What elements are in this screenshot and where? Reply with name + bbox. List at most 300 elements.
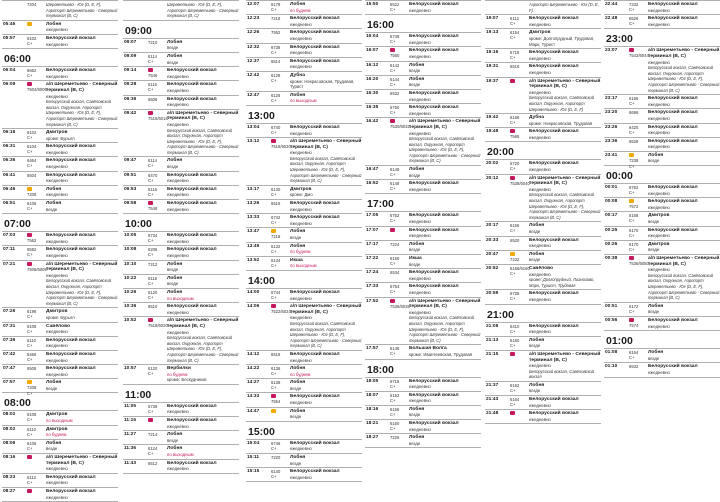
destination: Лобня bbox=[290, 229, 306, 235]
departure-time: 06:41 bbox=[3, 172, 16, 178]
route-stops: Белорусский вокзал, Савёловский вокзал, Окружная, Аэропорт Шереметьево - Юг (D, E, F), Аэропорт Шереметьево - Северный терминал (В, С) bbox=[167, 127, 239, 155]
train-row bbox=[2, 474, 118, 488]
train-class: С+ bbox=[510, 228, 516, 234]
train-number: 6742 bbox=[271, 215, 281, 221]
destination: Белорусский вокзал bbox=[648, 110, 698, 116]
train-row bbox=[604, 198, 720, 212]
destination: Белорусский вокзал bbox=[167, 96, 217, 102]
train-number: 6172 bbox=[629, 303, 639, 309]
schedule-note: кроме: Некрасовская, Трудовая, Турист bbox=[290, 78, 355, 90]
departure-time: 09:47 bbox=[124, 158, 137, 164]
train-row bbox=[365, 269, 481, 283]
timetable-column bbox=[123, 0, 239, 480]
departure-time: 14:22 bbox=[247, 366, 260, 372]
train-class: С+ bbox=[510, 328, 516, 334]
schedule-note: ежедневно bbox=[648, 7, 670, 13]
hour-heading: 21:00 bbox=[487, 308, 514, 321]
train-class: С+ bbox=[510, 296, 516, 302]
departure-time: 14:33 bbox=[247, 394, 260, 400]
destination: Белорусский вокзал bbox=[46, 474, 96, 480]
schedule-note: везде bbox=[529, 229, 541, 234]
train-number: 6170 bbox=[629, 241, 639, 247]
express-train-icon bbox=[510, 411, 515, 415]
express-train-icon bbox=[390, 48, 395, 52]
train-class: С+ bbox=[148, 238, 154, 244]
departure-time: 13:47 bbox=[247, 229, 260, 235]
schedule-note: ежедневно bbox=[648, 130, 670, 136]
schedule-note: ежедневно bbox=[290, 50, 312, 56]
train-row bbox=[485, 290, 601, 304]
train-number: 7214 bbox=[148, 432, 158, 438]
schedule-note: ежедневно bbox=[648, 144, 670, 150]
train-number: 6160 bbox=[510, 337, 520, 343]
train-number: 6526 bbox=[629, 16, 639, 22]
timetable-column bbox=[485, 0, 601, 480]
train-number: 6696 bbox=[629, 110, 639, 116]
destination: Белорусский вокзал bbox=[529, 50, 579, 56]
schedule-note: ежедневно bbox=[409, 7, 431, 13]
departure-time: 19:48 bbox=[486, 129, 499, 135]
train-number: 6134 bbox=[271, 257, 281, 263]
express-train-icon bbox=[27, 489, 32, 493]
departure-time: 00:17 bbox=[605, 213, 618, 219]
train-row bbox=[604, 109, 720, 123]
hour-heading: 01:00 bbox=[606, 335, 633, 348]
timetable-column bbox=[246, 0, 362, 480]
departure-time: 23:17 bbox=[605, 96, 618, 102]
train-number: 6128 bbox=[271, 92, 281, 98]
train-row bbox=[365, 47, 481, 61]
departure-time: 10:08 bbox=[124, 247, 137, 253]
train-class: С+ bbox=[27, 73, 33, 79]
train-class: С+ bbox=[629, 232, 635, 238]
train-number: 6148 bbox=[390, 181, 400, 187]
route-stops: Белорусский вокзал, Савёловский вокзал, Окружная, Аэропорт Шереметьево - Юг (D, E, F), Аэропорт Шереметьево - Северный терминал (В, С) bbox=[167, 335, 239, 363]
train-number: 6120 bbox=[148, 366, 158, 372]
destination: Белорусский вокзал bbox=[529, 161, 579, 167]
route-stops: Аэропорт Шереметьево - Юг (D, E, F) bbox=[529, 2, 599, 13]
departure-time: 06:09 bbox=[3, 82, 16, 88]
train-row bbox=[123, 431, 239, 445]
train-number: 6532 bbox=[390, 90, 400, 96]
express-train-icon bbox=[390, 299, 395, 303]
train-class: С+ bbox=[27, 149, 33, 155]
destination: Лобня bbox=[409, 167, 425, 173]
destination: Лобня bbox=[409, 241, 425, 247]
train-row bbox=[365, 283, 481, 297]
express-train-icon bbox=[510, 352, 515, 356]
departure-time: 12:47 bbox=[247, 92, 260, 98]
train-class: С+ bbox=[271, 97, 277, 103]
train-number: 6762 bbox=[629, 185, 639, 191]
train-class: С+ bbox=[390, 351, 396, 357]
schedule-note: ежедневно bbox=[167, 409, 189, 415]
hour-heading: 10:00 bbox=[125, 218, 152, 231]
train-number: 7518/6020 bbox=[148, 323, 168, 329]
train-row bbox=[246, 228, 362, 242]
schedule-note: ежедневно bbox=[46, 238, 68, 244]
schedule-note: ежедневно bbox=[290, 446, 312, 452]
train-class: С+ bbox=[271, 129, 277, 135]
destination: Белорусский вокзал bbox=[290, 44, 340, 50]
schedule-note: везде bbox=[409, 261, 421, 267]
destination: Дмитров bbox=[648, 241, 670, 247]
train-class: С+ bbox=[629, 21, 635, 27]
departure-time: 16:07 bbox=[366, 48, 379, 54]
departure-time: 07:26 bbox=[3, 309, 16, 315]
destination: Дмитров bbox=[648, 213, 670, 219]
schedule-note: ежедневно bbox=[46, 253, 68, 258]
train-number: 7206 bbox=[27, 191, 37, 197]
train-row bbox=[485, 78, 601, 115]
train-class: С+ bbox=[629, 190, 635, 196]
departure-time: 12:42 bbox=[247, 72, 260, 78]
destination: Дмитров bbox=[46, 426, 68, 432]
destination: Белорусский вокзал bbox=[167, 233, 217, 239]
train-number: 7536/6038 bbox=[390, 303, 410, 309]
destination: Белорусский вокзал bbox=[409, 34, 459, 40]
train-class: С+ bbox=[27, 479, 33, 485]
destination: Лобня bbox=[290, 2, 306, 7]
departure-time: 13:52 bbox=[247, 257, 260, 263]
train-class: С+ bbox=[148, 191, 154, 197]
train-row bbox=[365, 255, 481, 269]
train-class: С+ bbox=[148, 294, 154, 300]
train-row bbox=[485, 265, 601, 290]
train-number: 7238 bbox=[629, 157, 639, 163]
train-class: С+ bbox=[148, 451, 154, 457]
schedule-note: везде bbox=[648, 355, 660, 361]
train-row bbox=[365, 180, 481, 194]
schedule-note: ежедневно bbox=[290, 35, 312, 41]
train-number: 6506 bbox=[27, 366, 37, 372]
destination: Белорусский вокзал bbox=[409, 181, 459, 187]
destination: Лобня bbox=[409, 406, 425, 412]
destination: Белорусский вокзал bbox=[167, 68, 217, 74]
train-row bbox=[365, 0, 481, 15]
timetable-column bbox=[2, 0, 118, 500]
destination: Лобня bbox=[529, 251, 545, 257]
train-row bbox=[604, 152, 720, 169]
destination: Белорусский вокзал bbox=[529, 323, 579, 329]
train-number: 6162 bbox=[510, 382, 520, 388]
departure-time: 14:12 bbox=[247, 351, 260, 357]
schedule-note: ежедневно bbox=[409, 426, 431, 432]
schedule-note: везде bbox=[290, 235, 302, 240]
schedule-note: ежедневно bbox=[167, 309, 189, 315]
train-number: 7562 bbox=[27, 238, 37, 244]
train-row bbox=[246, 351, 362, 365]
train-number: 7572 bbox=[629, 204, 639, 210]
destination: Дмитров bbox=[290, 186, 312, 192]
train-number: 7548 bbox=[148, 206, 158, 212]
destination: Дмитров bbox=[46, 412, 68, 418]
departure-time: 10:05 bbox=[124, 233, 137, 239]
train-number: 7504/6006 bbox=[27, 87, 47, 93]
schedule-note: везде bbox=[648, 158, 660, 164]
schedule-note: ежедневно bbox=[529, 186, 551, 192]
train-class: С+ bbox=[27, 445, 33, 451]
departure-time: 09:09 bbox=[124, 53, 137, 59]
departure-time: 21:37 bbox=[486, 382, 499, 388]
train-number: 7232 bbox=[629, 2, 639, 7]
destination: Савёлово bbox=[46, 323, 70, 329]
train-number: 6464 bbox=[27, 158, 37, 164]
schedule-note: ежедневно bbox=[648, 59, 670, 65]
train-number: 6150 bbox=[390, 256, 400, 261]
schedule-note: ежедневно bbox=[46, 41, 68, 47]
schedule-note: везде bbox=[167, 45, 179, 51]
departure-time: 18:21 bbox=[366, 421, 379, 427]
schedule-note: ежедневно bbox=[46, 178, 68, 184]
schedule-note: по выходным bbox=[167, 452, 194, 458]
departure-time: 17:22 bbox=[366, 256, 379, 261]
train-number: 7568 bbox=[510, 134, 520, 140]
departure-time: 09:28 bbox=[124, 82, 137, 88]
schedule-note: кроме: Дмо bbox=[290, 192, 313, 198]
train-row bbox=[485, 49, 601, 63]
train-number: 7516/6018 bbox=[148, 115, 168, 121]
train-class: С+ bbox=[27, 40, 33, 46]
schedule-note: везде bbox=[167, 164, 179, 170]
schedule-note: ежедневно bbox=[290, 474, 312, 480]
train-row bbox=[2, 200, 118, 214]
schedule-note: ежедневно bbox=[290, 220, 312, 226]
departure-time: 17:07 bbox=[366, 227, 379, 233]
train-number: 6118 bbox=[148, 275, 158, 281]
train-type-icon bbox=[27, 380, 32, 384]
schedule-note: ежедневно bbox=[409, 398, 431, 404]
departure-time: 20:02 bbox=[486, 161, 499, 167]
train-class: С+ bbox=[629, 129, 635, 135]
destination: Белорусский вокзал bbox=[290, 16, 340, 22]
train-row bbox=[604, 15, 720, 29]
express-train-icon bbox=[510, 129, 515, 133]
departure-time: 01:10 bbox=[605, 364, 618, 370]
train-number: 6736 bbox=[148, 403, 158, 409]
train-number: 7542/6044 bbox=[629, 53, 649, 59]
train-number: 6110 bbox=[27, 337, 37, 343]
schedule-note: по будням bbox=[290, 249, 311, 255]
departure-time: 20:12 bbox=[486, 175, 499, 181]
schedule-note: ежедневно bbox=[409, 110, 431, 116]
train-number: 6510 bbox=[148, 304, 158, 310]
destination: Белорусский вокзал bbox=[648, 199, 698, 205]
hour-heading: 00:00 bbox=[606, 170, 633, 183]
departure-time: 10:26 bbox=[124, 289, 137, 295]
destination: Белорусский вокзал bbox=[167, 82, 217, 88]
express-train-icon bbox=[148, 111, 153, 115]
train-number: 6512 bbox=[148, 460, 158, 466]
schedule-note: ежедневно bbox=[290, 64, 312, 70]
train-class: С+ bbox=[390, 81, 396, 87]
train-row bbox=[485, 159, 601, 174]
destination: а/п Шереметьево - Северный терминал (В, С) bbox=[290, 139, 362, 150]
train-type-icon bbox=[510, 252, 515, 256]
train-number: 6110 bbox=[27, 426, 37, 432]
train-row bbox=[485, 382, 601, 396]
train-class: С+ bbox=[27, 135, 33, 141]
schedule-note: везде bbox=[409, 412, 421, 418]
train-row bbox=[365, 241, 481, 255]
destination: Белорусский вокзал bbox=[290, 440, 340, 446]
train-row bbox=[365, 420, 481, 434]
schedule-note: ежедневно bbox=[46, 494, 68, 500]
train-row bbox=[485, 322, 601, 337]
train-row bbox=[365, 406, 481, 420]
schedule-note: везде bbox=[648, 219, 660, 225]
destination: Белорусский вокзал bbox=[648, 185, 698, 191]
destination: Белорусский вокзал bbox=[648, 317, 698, 323]
destination: Белорусский вокзал bbox=[46, 351, 96, 357]
train-row bbox=[123, 38, 239, 53]
train-row bbox=[604, 183, 720, 198]
train-row bbox=[604, 317, 720, 331]
train-row bbox=[2, 351, 118, 365]
train-row bbox=[246, 138, 362, 186]
departure-time: 10:57 bbox=[124, 366, 137, 372]
departure-time: 17:57 bbox=[366, 346, 379, 352]
train-number: 6716 bbox=[390, 378, 400, 384]
schedule-note: везде bbox=[409, 82, 421, 88]
destination: Белорусский вокзал bbox=[648, 16, 698, 22]
train-number: 7210 bbox=[148, 39, 158, 45]
train-number: 6164 bbox=[629, 350, 639, 356]
train-class: С+ bbox=[27, 342, 33, 348]
train-row bbox=[123, 157, 239, 171]
destination: Лобня bbox=[46, 201, 62, 207]
train-number: 7530/6032 bbox=[390, 124, 410, 130]
train-row bbox=[123, 246, 239, 260]
train-row bbox=[604, 138, 720, 152]
destination: Лобня bbox=[529, 382, 545, 388]
departure-time: 21:48 bbox=[486, 411, 499, 417]
departure-time: 11:15 bbox=[124, 418, 137, 424]
train-row bbox=[604, 124, 720, 138]
express-train-icon bbox=[510, 79, 515, 83]
schedule-note: везде bbox=[167, 267, 179, 273]
departure-time: 19:16 bbox=[486, 50, 499, 56]
schedule-note: ежедневно bbox=[167, 206, 189, 212]
train-number: 6662 bbox=[27, 68, 37, 74]
express-train-icon bbox=[148, 201, 153, 205]
train-row bbox=[246, 393, 362, 407]
route-stops: Белорусский вокзал, Савёловский вокзал, Окружная, Аэропорт Шереметьево - Юг (D, E, F), Аэропорт Шереметьево - Северный терминал (В, С) bbox=[648, 272, 720, 301]
hour-heading: 14:00 bbox=[248, 274, 275, 287]
schedule-note: ежедневно bbox=[46, 73, 68, 79]
train-row bbox=[2, 246, 118, 260]
departure-time: 12:32 bbox=[247, 44, 260, 50]
schedule-note: ежедневно bbox=[409, 233, 431, 239]
train-row bbox=[365, 377, 481, 392]
schedule-note: везде bbox=[167, 437, 179, 443]
train-number: 6106 bbox=[27, 201, 37, 207]
departure-time: 07:03 bbox=[3, 233, 16, 239]
train-number: 7204 bbox=[27, 2, 37, 7]
schedule-note: ежедневно bbox=[46, 371, 68, 377]
train-class: С+ bbox=[27, 163, 33, 169]
train-number: 6718 bbox=[510, 50, 520, 56]
destination: Белорусский вокзал bbox=[167, 201, 217, 207]
timetable-column bbox=[604, 0, 720, 480]
schedule-note: ежедневно bbox=[409, 53, 431, 59]
schedule-note: ежедневно bbox=[529, 69, 551, 75]
destination: Лобня bbox=[648, 350, 664, 356]
destination: Белорусский вокзал bbox=[167, 172, 217, 178]
train-row bbox=[485, 410, 601, 424]
train-row bbox=[246, 214, 362, 228]
destination: Белорусский вокзал bbox=[409, 90, 459, 96]
train-row bbox=[2, 261, 118, 309]
train-row bbox=[365, 62, 481, 76]
train-type-icon bbox=[271, 229, 276, 233]
schedule-note: везде bbox=[290, 460, 302, 466]
departure-time: 06:04 bbox=[3, 68, 16, 74]
schedule-note: ежедневно bbox=[409, 384, 431, 390]
departure-time: 18:07 bbox=[366, 392, 379, 398]
train-row bbox=[485, 29, 601, 49]
train-type-icon bbox=[27, 187, 32, 191]
train-number: 6158/6160 bbox=[510, 265, 530, 271]
destination: а/п Шереметьево - Северный терминал (В, С) bbox=[46, 455, 118, 466]
train-class: С+ bbox=[148, 408, 154, 414]
train-row bbox=[2, 454, 118, 474]
train-number: 6734 bbox=[148, 233, 158, 239]
train-row bbox=[123, 303, 239, 317]
departure-time: 13:12 bbox=[247, 139, 260, 145]
schedule-note: ежедневно bbox=[167, 73, 189, 79]
train-class: С+ bbox=[629, 101, 635, 107]
departure-time: 16:47 bbox=[366, 167, 379, 173]
departure-time: 12:37 bbox=[247, 58, 260, 64]
train-number: 6746 bbox=[271, 440, 281, 446]
destination: Лобня bbox=[46, 440, 62, 446]
destination: Белорусский вокзал bbox=[529, 16, 579, 22]
departure-time: 16:04 bbox=[366, 34, 379, 40]
train-row bbox=[123, 275, 239, 289]
destination: Белорусский вокзал bbox=[409, 2, 459, 7]
schedule-note: везде bbox=[648, 247, 660, 253]
schedule-note: везде bbox=[409, 247, 421, 253]
train-number: 6116 bbox=[148, 82, 158, 88]
train-class: С+ bbox=[271, 49, 277, 55]
train-type-icon bbox=[629, 153, 634, 157]
schedule-note: везде bbox=[529, 388, 541, 394]
hour-heading: 20:00 bbox=[487, 146, 514, 159]
express-train-icon bbox=[390, 119, 395, 123]
express-train-icon bbox=[148, 68, 153, 72]
schedule-note: ежедневно bbox=[167, 423, 189, 429]
departure-time: 11:05 bbox=[124, 403, 137, 409]
train-class: С+ bbox=[271, 7, 277, 12]
train-row bbox=[246, 29, 362, 43]
departure-time: 10:22 bbox=[124, 275, 137, 281]
train-class: С+ bbox=[510, 270, 516, 276]
departure-time: 10:52 bbox=[124, 318, 137, 324]
train-row bbox=[485, 237, 601, 251]
destination: а/п Шереметьево - Северный терминал (В, С) bbox=[648, 48, 720, 59]
schedule-note: ежедневно bbox=[290, 315, 312, 321]
departure-time: 10:36 bbox=[124, 304, 137, 310]
train-number: 6410 bbox=[510, 323, 520, 329]
schedule-note: ежедневно bbox=[46, 272, 68, 278]
departure-time: 13:26 bbox=[247, 201, 260, 207]
departure-time: 16:42 bbox=[366, 119, 379, 125]
train-class: С+ bbox=[27, 328, 33, 334]
departure-time: 09:51 bbox=[124, 172, 137, 178]
departure-time: 23:41 bbox=[605, 152, 618, 158]
hour-heading: 06:00 bbox=[4, 53, 31, 66]
